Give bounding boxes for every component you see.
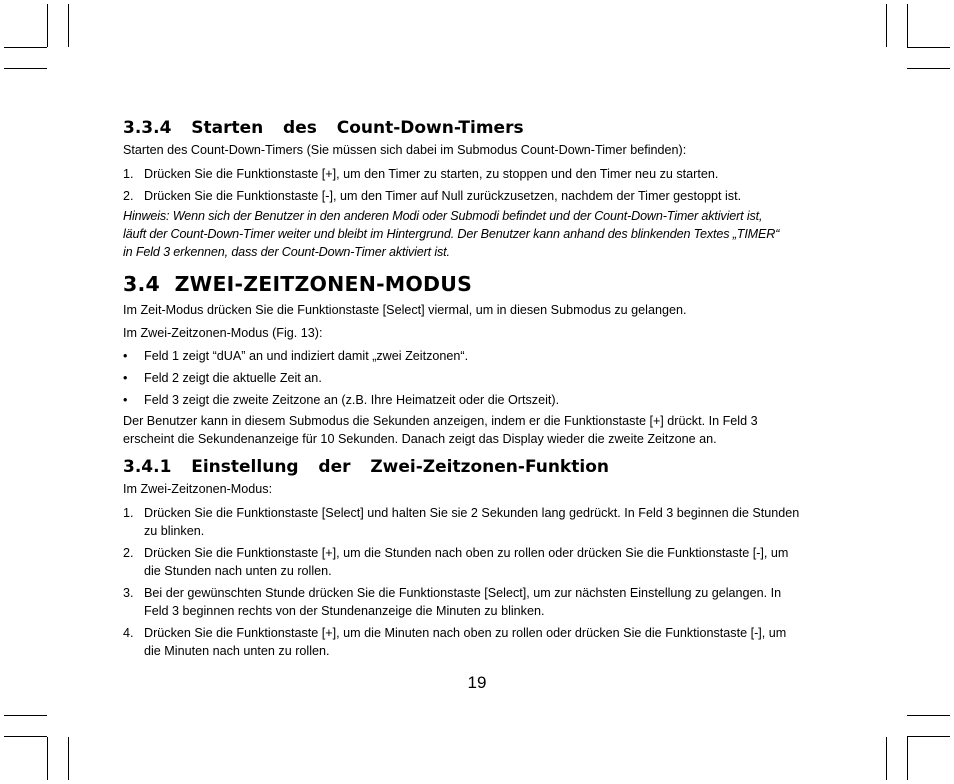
- crop-mark: [907, 715, 950, 716]
- crop-mark: [907, 4, 908, 47]
- list-item: [123, 187, 819, 205]
- crop-mark: [886, 737, 887, 780]
- list-item-line: Drücken Sie die Funktionstaste [+], um die Minuten nach oben zu rollen oder drücken Sie die Funktionstaste [-], um: [144, 626, 787, 640]
- list-item-line: Drücken Sie die Funktionstaste [+], um die Stunden nach oben zu rollen oder drücken Sie die Funktionstaste [-], um: [144, 546, 789, 560]
- note-line: läuft der Count-Down-Timer weiter und bleibt im Hintergrund. Der Benutzer kann anhand des blinkenden Textes „TIMER“: [123, 227, 780, 241]
- heading-3-4: 3.4 ZWEI-ZEITZONEN-MODUS: [123, 272, 473, 296]
- note-line: Hinweis: Wenn sich der Benutzer in den anderen Modi oder Submodi befindet und der Count-Down-Timer aktiviert ist,: [123, 209, 763, 223]
- crop-mark: [4, 715, 47, 716]
- list-item-line: Bei der gewünschten Stunde drücken Sie die Funktionstaste [Select], um zur nächsten Einstellung zu gelangen. In: [144, 586, 782, 600]
- steps-list: [123, 165, 819, 205]
- list-marker: 4.: [123, 626, 134, 640]
- list-item-text: Feld 1 zeigt “dUA” an und indiziert damit „zwei Zeitzonen“.: [144, 349, 469, 363]
- list-item-text: Feld 2 zeigt die aktuelle Zeit an.: [144, 371, 322, 385]
- page-content: [123, 118, 819, 660]
- list-marker: 1.: [123, 167, 134, 181]
- list-item: [123, 369, 819, 387]
- list-item-text: Drücken Sie die Funktionstaste [+], um den Timer zu starten, zu stoppen und den Timer neu zu starten.: [144, 167, 719, 181]
- bullet-marker: •: [123, 349, 128, 363]
- page-number: 19: [467, 673, 487, 692]
- paragraph-line: erscheint die Sekundenanzeige für 10 Sekunden. Danach zeigt das Display wieder die zweite Zeitzone an.: [123, 432, 717, 446]
- crop-mark: [47, 4, 48, 47]
- list-item-line: die Minuten nach unten zu rollen.: [144, 644, 330, 658]
- paragraph-line: Der Benutzer kann in diesem Submodus die Sekunden anzeigen, indem er die Funktionstaste [+] drückt. In Feld 3: [123, 414, 758, 428]
- heading-3-4-1: 3.4.1 Einstellung der Zwei-Zeitzonen-Funktion: [123, 457, 609, 477]
- crop-mark: [886, 4, 887, 47]
- list-item: [123, 584, 819, 620]
- list-item: [123, 624, 819, 660]
- bullet-list: [123, 347, 819, 409]
- intro-text: Im Zwei-Zeitzonen-Modus:: [123, 482, 273, 496]
- list-item-text: Drücken Sie die Funktionstaste [-], um den Timer auf Null zurückzusetzen, nachdem der Timer gestoppt ist.: [144, 189, 742, 203]
- note-line: in Feld 3 erkennen, dass der Count-Down-Timer aktiviert ist.: [123, 245, 450, 259]
- list-item: [123, 504, 819, 540]
- list-item-line: Drücken Sie die Funktionstaste [Select] und halten Sie sie 2 Sekunden lang gedrückt. In Feld 3 beginnen die Stunden: [144, 506, 800, 520]
- note-text: [123, 207, 819, 261]
- list-item: [123, 347, 819, 365]
- list-marker: 2.: [123, 189, 134, 203]
- bullet-marker: •: [123, 371, 128, 385]
- list-item: [123, 165, 819, 183]
- intro-text: Starten des Count-Down-Timers (Sie müssen sich dabei im Submodus Count-Down-Timer befinden):: [123, 143, 687, 157]
- heading-3-3-4: 3.3.4 Starten des Count-Down-Timers: [123, 118, 524, 138]
- list-item-line: die Stunden nach unten zu rollen.: [144, 564, 332, 578]
- list-marker: 3.: [123, 586, 134, 600]
- list-item: [123, 391, 819, 409]
- bullet-marker: •: [123, 393, 128, 407]
- paragraph: Im Zwei-Zeitzonen-Modus (Fig. 13):: [123, 326, 323, 340]
- list-item-text: Feld 3 zeigt die zweite Zeitzone an (z.B. Ihre Heimatzeit oder die Ortszeit).: [144, 393, 560, 407]
- crop-mark: [68, 4, 69, 47]
- crop-mark: [907, 47, 950, 48]
- crop-mark: [47, 737, 48, 780]
- crop-mark: [4, 47, 47, 48]
- list-item-line: Feld 3 beginnen rechts von der Stundenanzeige die Minuten zu blinken.: [144, 604, 545, 618]
- list-item-line: zu blinken.: [144, 524, 205, 538]
- crop-mark: [907, 737, 908, 780]
- list-marker: 1.: [123, 506, 134, 520]
- paragraph: Im Zeit-Modus drücken Sie die Funktionstaste [Select] viermal, um in diesen Submodus zu gelangen.: [123, 303, 687, 317]
- list-item: [123, 544, 819, 580]
- crop-mark: [68, 737, 69, 780]
- crop-mark: [907, 68, 950, 69]
- list-marker: 2.: [123, 546, 134, 560]
- crop-mark: [4, 736, 47, 737]
- steps-list: [123, 504, 819, 660]
- paragraph: [123, 412, 819, 448]
- crop-mark: [907, 736, 950, 737]
- crop-mark: [4, 68, 47, 69]
